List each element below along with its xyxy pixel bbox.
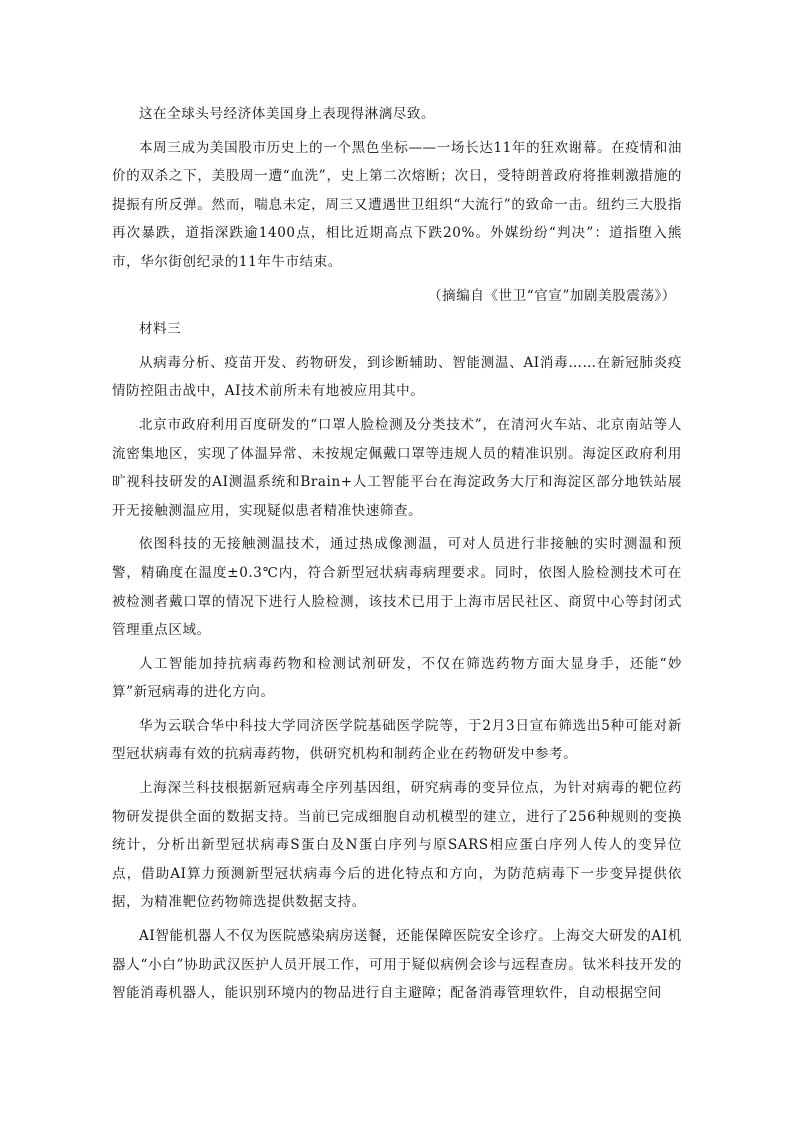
paragraph-beijing: 北京市政府利用百度研发的“口罩人脸检测及分类技术”，在清河火车站、北京南站等人流密集地区，实现了体温异常、未按规定佩戴口罩等违规人员的精准识别。海淀区政府利用旷视科技研发的AI测温系统和Brain+人工智能平台在海淀政务大厅和海淀区部分地铁站展开无接触测温应用，实现疑似患者精准快速筛查。 [112, 416, 682, 519]
section-heading-material-three: 材料三 [139, 321, 182, 338]
paragraph-stock-market: 本周三成为美国股市历史上的一个黑色坐标——一场长达11年的狂欢谢幕。在疫情和油价的双杀之下，美股周一遭“血洗”，史上第二次熔断；次日，受特朗普政府将推刺激措施的提振有所反弹。然而，喘息未定，周三又遭遇世卫组织“大流行”的致命一击。纽约三大股指再次暴跌，道指深跌逾1400点，相比近期高点下跌20%。外媒纷纷“判决”：道指堕入熊市，华尔街创纪录的11年牛市结束。 [112, 139, 682, 270]
document-body [112, 100, 682, 1013]
paragraph-intro: 这在全球头号经济体美国身上表现得淋漓尽致。 [139, 106, 436, 122]
paragraph-shenlan: 上海深兰科技根据新冠病毒全序列基因组，研究病毒的变异位点，为针对病毒的靶位药物研发提供全面的数据支持。当前已完成细胞自动机模型的建立，进行了256种规则的变换统计，分析出新型冠状病毒S蛋白及N蛋白序列与原SARS相应蛋白序列人传人的变异位点，借助AI算力预测新型冠状病毒今后的进化特点和方向，为防范病毒下一步变异提供依据，为精准靶位药物筛选提供数据支持。 [112, 780, 682, 911]
paragraph-robots: AI智能机器人不仅为医院感染病房送餐，还能保障医院安全诊疗。上海交大研发的AI机器人“小白”协助武汉医护人员开展工作，可用于疑似病例会诊与远程查房。钛米科技开发的智能消毒机器人，能识别环境内的物品进行自主避障；配备消毒管理软件，自动根据空间 [112, 928, 682, 1002]
paragraph-ai-overview: 从病毒分析、疫苗开发、药物研发，到诊断辅助、智能测温、AI消毒……在新冠肺炎疫情防控阻击战中，AI技术前所未有地被应用其中。 [112, 354, 682, 400]
source-citation: （摘编自《世卫“官宣”加剧美股震荡》） [428, 287, 676, 304]
paragraph-ai-drugs: 人工智能加持抗病毒药物和检测试剂研发，不仅在筛选药物方面大显身手，还能“妙算”新冠病毒的进化方向。 [112, 655, 682, 701]
paragraph-huawei: 华为云联合华中科技大学同济医学院基础医学院等，于2月3日宣布筛选出5种可能对新型冠状病毒有效的抗病毒药物，供研究机构和制药企业在药物研发中参考。 [112, 717, 682, 763]
paragraph-yitu: 依图科技的无接触测温技术，通过热成像测温，可对人员进行非接触的实时测温和预警，精确度在温度±0.3℃内，符合新型冠状病毒病理要求。同时，依图人脸检测技术可在被检测者戴口罩的情况下进行人脸检测，该技术已用于上海市居民社区、商贸中心等封闭式管理重点区域。 [112, 536, 682, 639]
